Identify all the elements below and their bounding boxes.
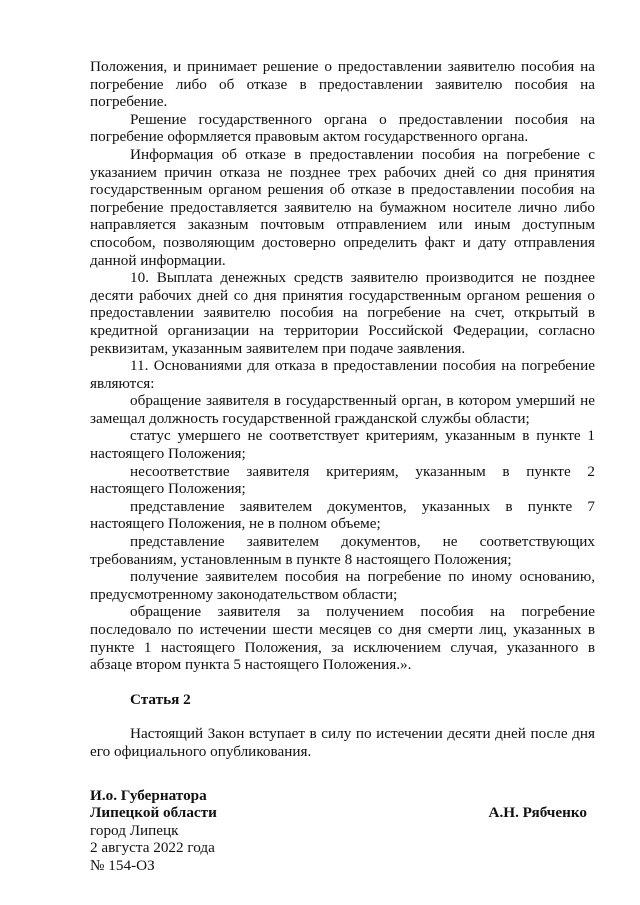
signatory-region: Липецкой области	[90, 804, 217, 822]
paragraph: несоответствие заявителя критериям, указанным в пункте 2 настоящего Положения;	[90, 462, 595, 498]
paragraph: 11. Основаниями для отказа в предоставлении пособия на погребение являются:	[90, 357, 595, 392]
paragraph: Положения, и принимает решение о предоставлении заявителю пособия на погребение либо об отказе в предоставлении заявителю пособия на погребение.	[90, 58, 595, 111]
paragraph: статус умершего не соответствует критериям, указанным в пункте 1 настоящего Положения;	[90, 427, 595, 463]
paragraph: представление заявителем документов, указанных в пункте 7 настоящего Положения, не в полном объеме;	[90, 497, 595, 533]
city: город Липецк	[90, 821, 179, 839]
paragraph: Информация об отказе в предоставлении пособия на погребение с указанием причин отказа не позднее трех рабочих дней со дня принятия государственным органом решения об отказе в предоставлении пособия на погребение предоставляется заявителю на бумажном носителе лично либо направляется заказным почтовым отправлением или иным доступным способом, позволяющим достоверно определить факт и дату отправления данной информации.	[90, 145, 595, 269]
signature-block	[90, 787, 595, 875]
document-page	[90, 58, 595, 875]
paragraph: обращение заявителя в государственный орган, в котором умерший не замещал должность государственной гражданской службы области;	[90, 392, 595, 427]
paragraph: представление заявителем документов, не соответствующих требованиям, установленным в пункте 8 настоящего Положения;	[90, 533, 595, 568]
paragraph: Решение государственного органа о предоставлении пособия на погребение оформляется правовым актом государственного органа.	[90, 110, 595, 146]
law-number: № 154-ОЗ	[90, 856, 155, 874]
paragraph: получение заявителем пособия на погребение по иному основанию, предусмотренному законодательством области;	[90, 568, 595, 603]
signatory-position: И.о. Губернатора	[90, 786, 207, 804]
paragraph: 10. Выплата денежных средств заявителю производится не позднее десяти рабочих дней со дня принятия государственным органом решения о предоставлении заявителю пособия на погребение на счет, открытый в кредитной организации на территории Российской Федерации, согласно реквизитам, указанным заявителем при подаче заявления.	[90, 269, 595, 357]
date: 2 августа 2022 года	[90, 839, 215, 857]
signatory-name: А.Н. Рябченко	[488, 804, 587, 822]
paragraph: обращение заявителя за получением пособия на погребение последовало по истечении шести месяцев со дня смерти лиц, указанных в пункте 1 настоящего Положения, за исключением случая, указанного в абзаце втором пункта 5 настоящего Положения.».	[90, 603, 595, 674]
article-heading: Статья 2	[130, 690, 191, 708]
document-meta	[90, 822, 595, 875]
article-text: Настоящий Закон вступает в силу по истечении десяти дней после дня его официального опубликования.	[90, 725, 595, 760]
signature-line	[90, 804, 595, 822]
